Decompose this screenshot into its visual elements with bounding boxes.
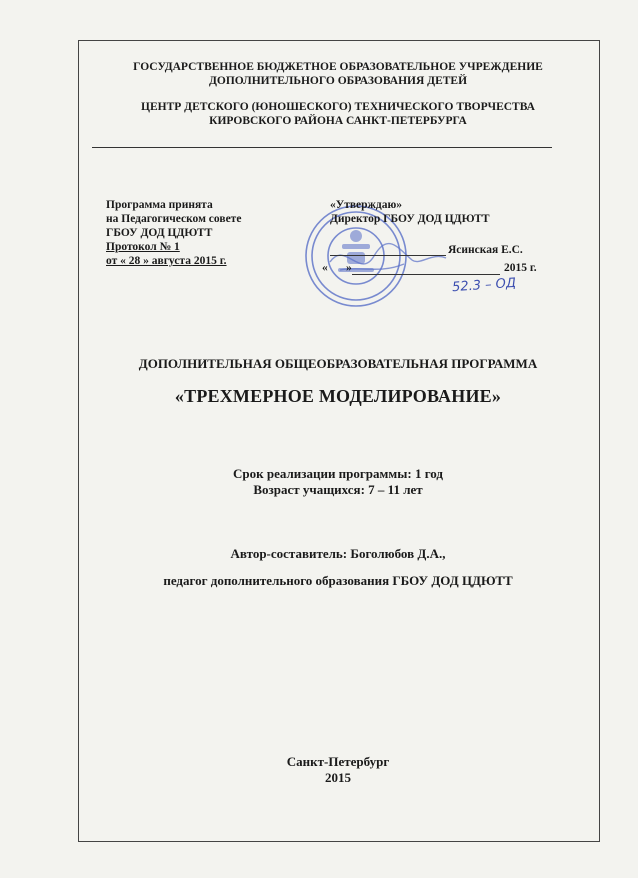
header-line-2: ДОПОЛНИТЕЛЬНОГО ОБРАЗОВАНИЯ ДЕТЕЙ bbox=[208, 75, 468, 87]
signature-line bbox=[330, 255, 446, 256]
author-line-2: педагог дополнительного образования ГБОУ ДОД ЦДЮТТ bbox=[163, 573, 513, 588]
approved-position: Директор ГБОУ ДОД ЦДЮТТ bbox=[330, 213, 490, 225]
approved-date-close: » bbox=[346, 262, 352, 274]
approved-signer: Ясинская Е.С. bbox=[448, 244, 523, 256]
program-age: Возраст учащихся: 7 – 11 лет bbox=[253, 482, 423, 497]
approved-year: 2015 г. bbox=[504, 262, 537, 274]
program-kind: ДОПОЛНИТЕЛЬНАЯ ОБЩЕОБРАЗОВАТЕЛЬНАЯ ПРОГРАММА bbox=[138, 356, 538, 371]
header-line-3: ЦЕНТР ДЕТСКОГО (ЮНОШЕСКОГО) ТЕХНИЧЕСКОГО ТВОРЧЕСТВА bbox=[141, 101, 535, 113]
approved-date-open: « bbox=[322, 262, 328, 274]
program-name: «ТРЕХМЕРНОЕ МОДЕЛИРОВАНИЕ» bbox=[174, 386, 502, 406]
program-duration: Срок реализации программы: 1 год bbox=[232, 466, 444, 481]
accepted-line-3: ГБОУ ДОД ЦДЮТТ bbox=[106, 227, 213, 239]
accepted-protocol: Протокол № 1 bbox=[106, 241, 180, 253]
footer-city: Санкт-Петербург bbox=[286, 754, 390, 769]
date-line bbox=[352, 274, 500, 275]
header-line-4: КИРОВСКОГО РАЙОНА САНКТ-ПЕТЕРБУРГА bbox=[209, 115, 467, 127]
handwritten-number: 52.3 – ОД bbox=[451, 275, 517, 296]
approved-title: «Утверждаю» bbox=[330, 199, 402, 211]
accepted-date: от « 28 » августа 2015 г. bbox=[106, 255, 227, 267]
header-rule bbox=[92, 147, 552, 148]
author-line-1: Автор-составитель: Боголюбов Д.А., bbox=[230, 546, 446, 561]
stamp-emblem bbox=[338, 230, 374, 272]
footer-year: 2015 bbox=[325, 770, 351, 785]
accepted-line-1: Программа принята bbox=[106, 199, 213, 211]
accepted-line-2: на Педагогическом совете bbox=[106, 213, 242, 225]
header-line-1: ГОСУДАРСТВЕННОЕ БЮДЖЕТНОЕ ОБРАЗОВАТЕЛЬНОЕ УЧРЕЖДЕНИЕ bbox=[133, 61, 543, 73]
page-frame bbox=[78, 40, 600, 842]
